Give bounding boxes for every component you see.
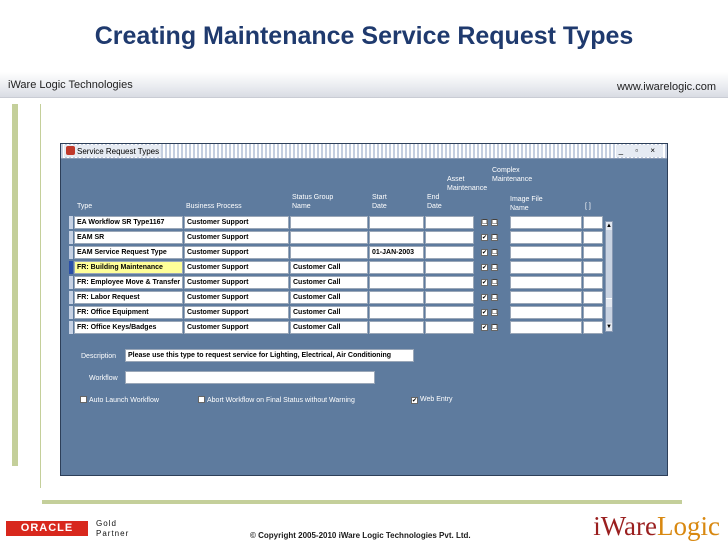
complex-maint-checkbox[interactable]: ☐ — [492, 250, 498, 256]
brand-part2: Logic — [657, 511, 720, 541]
flex-cell[interactable] — [583, 321, 603, 334]
abort-workflow-label: Abort Workflow on Final Status without Warning — [207, 397, 355, 404]
process-cell[interactable]: Customer Support — [184, 216, 289, 229]
type-cell[interactable]: FR: Office Equipment — [74, 306, 183, 319]
process-cell[interactable]: Customer Support — [184, 246, 289, 259]
row-marker[interactable] — [69, 216, 73, 229]
col-image-2: Name — [510, 205, 529, 212]
col-complex-1: Complex — [492, 167, 520, 174]
image-file-cell[interactable] — [510, 231, 582, 244]
asset-maint-checkbox[interactable]: ✔ — [482, 295, 488, 301]
asset-maint-checkbox[interactable]: ✔ — [482, 250, 488, 256]
flex-cell[interactable] — [583, 261, 603, 274]
process-cell[interactable]: Customer Support — [184, 276, 289, 289]
end-date-cell[interactable] — [425, 306, 474, 319]
gold-partner-badge — [96, 519, 129, 539]
scroll-thumb[interactable] — [606, 298, 612, 307]
status-group-cell[interactable]: Customer Call — [290, 276, 368, 289]
row-marker[interactable] — [69, 246, 73, 259]
workflow-field[interactable] — [125, 371, 375, 384]
row-marker[interactable] — [69, 231, 73, 244]
col-start-2: Date — [372, 203, 387, 210]
start-date-cell[interactable] — [369, 321, 424, 334]
col-status-group-2: Name — [292, 203, 311, 210]
asset-maint-checkbox[interactable]: ✔ — [482, 325, 488, 331]
type-cell[interactable]: FR: Office Keys/Badges — [74, 321, 183, 334]
workflow-label: Workflow — [89, 375, 118, 382]
status-group-cell[interactable]: Customer Call — [290, 261, 368, 274]
slide-title: Creating Maintenance Service Request Types — [94, 22, 634, 50]
type-cell[interactable]: FR: Employee Move & Transfer — [74, 276, 183, 289]
partner-line2: Partner — [96, 529, 130, 538]
image-file-cell[interactable] — [510, 306, 582, 319]
auto-launch-workflow-checkbox[interactable] — [80, 396, 159, 404]
col-image-1: Image File — [510, 196, 543, 203]
col-end-2: Date — [427, 203, 442, 210]
status-group-cell[interactable] — [290, 216, 368, 229]
complex-maint-checkbox[interactable]: ☐ — [492, 220, 498, 226]
auto-launch-label: Auto Launch Workflow — [89, 397, 159, 404]
type-cell[interactable]: FR: Labor Request — [74, 291, 183, 304]
image-file-cell[interactable] — [510, 246, 582, 259]
status-group-cell[interactable]: Customer Call — [290, 306, 368, 319]
end-date-cell[interactable] — [425, 291, 474, 304]
complex-maint-checkbox[interactable]: ☐ — [492, 265, 498, 271]
row-marker[interactable] — [69, 321, 73, 334]
abort-workflow-checkbox[interactable] — [198, 396, 355, 404]
decor-horizontal-bar — [42, 500, 682, 504]
decor-vertical-bar — [12, 104, 18, 466]
flex-cell[interactable] — [583, 231, 603, 244]
col-business-process: Business Process — [186, 203, 242, 210]
end-date-cell[interactable] — [425, 276, 474, 289]
scroll-up-icon[interactable]: ▲ — [606, 223, 612, 229]
process-cell[interactable]: Customer Support — [184, 291, 289, 304]
window-title — [64, 145, 161, 157]
service-request-types-window — [60, 143, 668, 476]
website-url[interactable]: www.iwarelogic.com — [616, 81, 716, 93]
start-date-cell[interactable]: 01-JAN-2003 — [369, 246, 424, 259]
oracle-form-icon — [66, 146, 75, 155]
complex-maint-checkbox[interactable]: ☐ — [492, 280, 498, 286]
complex-maint-checkbox[interactable]: ☐ — [492, 295, 498, 301]
checkbox-box[interactable] — [198, 396, 205, 403]
complex-maint-checkbox[interactable]: ☐ — [492, 325, 498, 331]
col-flex: [ ] — [585, 203, 591, 210]
checkbox-box-checked[interactable]: ✔ — [412, 398, 418, 404]
complex-maint-checkbox[interactable]: ☐ — [492, 310, 498, 316]
asset-maint-checkbox[interactable]: ✔ — [482, 310, 488, 316]
image-file-cell[interactable] — [510, 216, 582, 229]
end-date-cell[interactable] — [425, 321, 474, 334]
start-date-cell[interactable] — [369, 261, 424, 274]
flex-cell[interactable] — [583, 306, 603, 319]
type-cell-selected[interactable]: FR: Building Maintenance — [74, 261, 183, 274]
status-group-cell[interactable] — [290, 246, 368, 259]
company-name: iWare Logic Technologies — [8, 79, 133, 91]
start-date-cell[interactable] — [369, 216, 424, 229]
window-title-text: Service Request Types — [77, 147, 160, 156]
status-group-cell[interactable] — [290, 231, 368, 244]
asset-maint-checkbox[interactable]: ☐ — [482, 220, 488, 226]
checkbox-box[interactable] — [80, 396, 87, 403]
col-start-1: Start — [372, 194, 387, 201]
brand-part1: iWare — [593, 511, 658, 541]
row-marker[interactable] — [69, 276, 73, 289]
start-date-cell[interactable] — [369, 231, 424, 244]
row-marker-current[interactable] — [69, 261, 73, 274]
process-cell[interactable]: Customer Support — [184, 321, 289, 334]
col-complex-2: Maintenance — [492, 176, 533, 183]
type-cell[interactable]: EAM Service Request Type — [74, 246, 183, 259]
flex-cell[interactable] — [583, 216, 603, 229]
col-type: Type — [77, 203, 93, 210]
partner-line1: Gold — [96, 519, 117, 528]
vertical-scrollbar[interactable] — [605, 221, 613, 332]
description-label: Description — [81, 353, 117, 360]
web-entry-label: Web Entry — [420, 396, 453, 403]
window-controls[interactable]: _ ▫ × — [616, 145, 663, 157]
flex-cell[interactable] — [583, 276, 603, 289]
oracle-logo: ORACLE — [6, 521, 88, 536]
col-asset-2: Maintenance — [447, 185, 488, 192]
status-group-cell[interactable]: Customer Call — [290, 321, 368, 334]
end-date-cell[interactable] — [425, 216, 474, 229]
description-field[interactable]: Please use this type to request service for Lighting, Electrical, Air Conditioning — [125, 349, 414, 362]
col-end-1: End — [427, 194, 440, 201]
image-file-cell[interactable] — [510, 291, 582, 304]
copyright-text: © Copyright 2005-2010 iWare Logic Technologies Pvt. Ltd. — [250, 531, 471, 540]
type-cell[interactable]: EA Workflow SR Type1167 — [74, 216, 183, 229]
col-status-group-1: Status Group — [292, 194, 334, 201]
process-cell[interactable]: Customer Support — [184, 306, 289, 319]
image-file-cell[interactable] — [510, 321, 582, 334]
web-entry-checkbox[interactable] — [411, 396, 453, 404]
asset-maint-checkbox[interactable]: ✔ — [482, 265, 488, 271]
asset-maint-checkbox[interactable]: ✔ — [482, 235, 488, 241]
type-cell[interactable]: EAM SR — [74, 231, 183, 244]
col-asset-1: Asset — [447, 176, 465, 183]
image-file-cell[interactable] — [510, 261, 582, 274]
decor-vertical-line — [40, 104, 41, 488]
start-date-cell[interactable] — [369, 306, 424, 319]
end-date-cell[interactable] — [425, 261, 474, 274]
image-file-cell[interactable] — [510, 276, 582, 289]
status-group-cell[interactable]: Customer Call — [290, 291, 368, 304]
scroll-down-icon[interactable]: ▼ — [606, 324, 612, 330]
start-date-cell[interactable] — [369, 291, 424, 304]
complex-maint-checkbox[interactable]: ☐ — [492, 235, 498, 241]
iwarelogic-logo — [593, 511, 720, 542]
process-cell[interactable]: Customer Support — [184, 231, 289, 244]
end-date-cell[interactable] — [425, 231, 474, 244]
start-date-cell[interactable] — [369, 276, 424, 289]
row-marker[interactable] — [69, 306, 73, 319]
end-date-cell[interactable] — [425, 246, 474, 259]
asset-maint-checkbox[interactable]: ✔ — [482, 280, 488, 286]
flex-cell[interactable] — [583, 246, 603, 259]
process-cell[interactable]: Customer Support — [184, 261, 289, 274]
row-marker[interactable] — [69, 291, 73, 304]
flex-cell[interactable] — [583, 291, 603, 304]
